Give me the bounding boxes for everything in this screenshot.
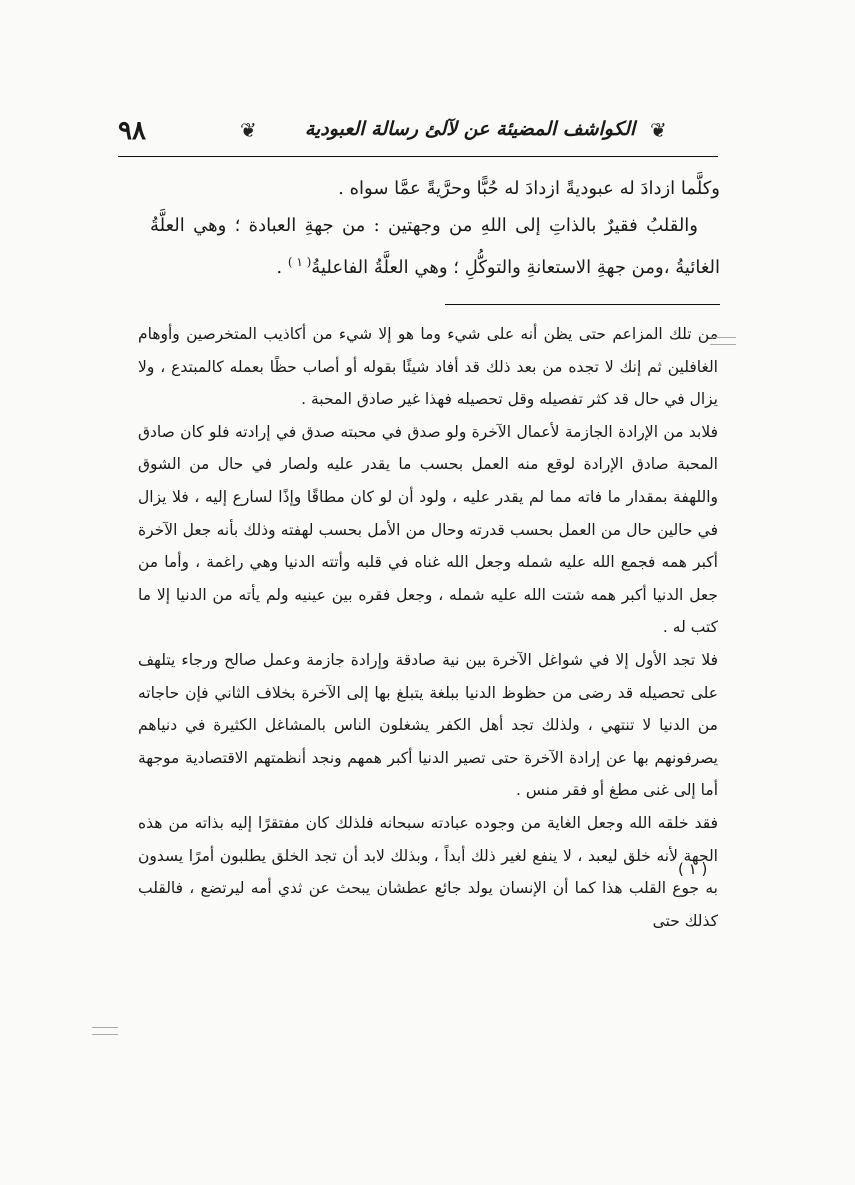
footnote-paragraph: فلا تجد الأول إلا في شواغل الآخرة بين نية صادقة وإرادة جازمة وعمل صالح ورجاء يتلهف على تحصيله قد رضى من حظوظ الدنيا ببلغة يتبلغ بها إلى الآخرة بخلاف الثاني فإن حاجاته من الدنيا لا تنتهي ، ولذلك تجد أهل الكفر يشغلون الناس بالمشاغل الكثيرة في دنياهم يصرفونهم بها عن إرادة الآخرة حتى تصير الدنيا أكبر همهم ونجد أنظمتهم الاقتصادية موجهة أما إلى غنى مطغ أو فقر منس . [138, 650, 718, 800]
main-text [150, 170, 720, 286]
running-title: الكواشف المضيئة عن لآلئ رسالة العبودية [304, 118, 636, 140]
paragraph-end: . [276, 257, 288, 278]
footnote-paragraph: فلابد من الإرادة الجازمة لأعمال الآخرة ولو صدق في محبته صدق في إرادته فلو كان صادق المحبة صادق الإرادة لوقع منه العمل بحسب ما يقدر عليه ولصار في حال من الشوق واللهفة بمقدار ما فاته مما لم يقدر عليه ، ولود أن لو كان مطاقًا وإذًا لسارع إليه ، فلا يزال في حالين حال من العمل بحسب قدرته وحال من الأمل بحسب لهفته وذلك بأنه جعل الآخرة أكبر همه فجمع الله عليه شمله وجعل الله غناه في قلبه وأتته الدنيا وهي راغمة ، وأما من جعل الدنيا أكبر همه شتت الله عليه شمله ، وجعل فقره بين عينيه ولم يأته من الدنيا إلا ما كتب له . [138, 422, 718, 637]
floral-ornament-icon: ❦ [650, 118, 667, 142]
footnote-separator [445, 304, 720, 305]
footnote-block [138, 318, 718, 937]
floral-ornament-icon: ❦ [240, 118, 257, 142]
footnote-paragraph: فقد خلقه الله وجعل الغاية من وجوده عبادته سبحانه فلذلك كان مفتقرًا إليه بذاته من هذه الجهة لأنه خلق ليعبد ، لا ينفع لغير ذلك أبداً ، وبذلك لابد أن تجد الخلق يطلبون أمرًا يسدون به جوع القلب هذا كما أن الإنسان يولد جائع عطشان يبحث عن ثدي أمه ليرتضع ، فالقلب كذلك حتى [138, 813, 718, 930]
page-number: ٩٨ [118, 116, 146, 146]
footnote-number: ( ١ ) [678, 860, 708, 878]
margin-mark [92, 1027, 118, 1035]
header-rule [118, 156, 718, 157]
footnote-reference[interactable]: ( ١ ) [287, 255, 312, 269]
margin-mark [710, 337, 736, 345]
main-paragraph [150, 207, 720, 286]
footnote-paragraph: من تلك المزاعم حتى يظن أنه على شيء وما هو إلا شيء من أكاذيب المتخرصين وأوهام الغافلين ثم إنك لا تجده من بعد ذلك قد أفاد شيئًا بقوله أو أصاب حظًا بعمله كالمبتدع ، ولا يزال في حال قد كثر تفصيله وقل تحصيله فهذا غير صادق المحبة . [138, 325, 718, 409]
main-paragraph-text: والقلبُ فقيرٌ بالذاتِ إلى اللهِ من وجهتين : من جهةِ العبادة ؛ وهي العلَّةُ الغائيةُ ،ومن جهةِ الاستعانةِ والتوكُّلِ ؛ وهي العلَّةُ الفاعليةُ [150, 215, 720, 278]
main-paragraph: وكلَّما ازدادَ له عبوديةً ازدادَ له حُبًّا وحرَّيةً عمَّا سواه . [338, 178, 720, 199]
